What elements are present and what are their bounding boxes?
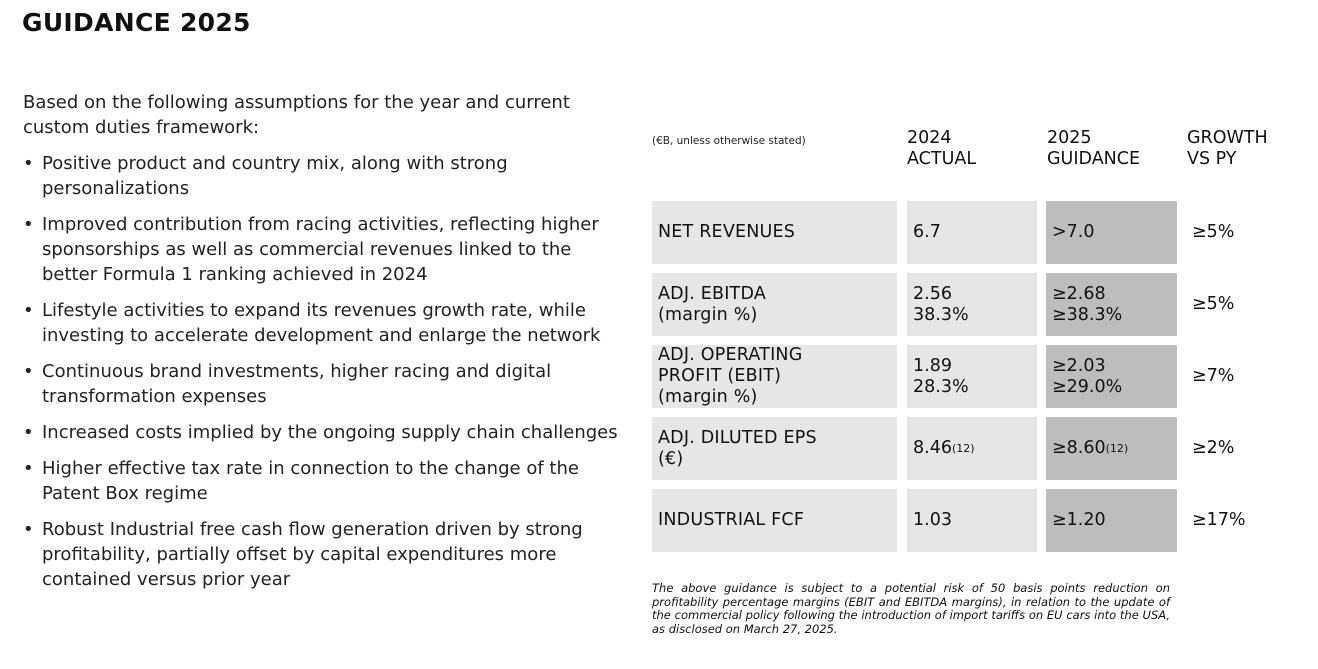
list-item: • Lifestyle activities to expand its revenues growth rate, while investing to accelerate development and enlarge the network	[23, 300, 601, 346]
growth-value: ≥5%	[1192, 222, 1235, 242]
bullet-icon: •	[23, 422, 34, 443]
list-item: • Continuous brand investments, higher racing and digital transformation expenses	[23, 361, 552, 407]
row-label: NET REVENUES	[652, 201, 897, 264]
actual-value: 8.46 (12)	[907, 417, 1037, 480]
row-label: INDUSTRIAL FCF	[652, 489, 897, 552]
bullet-icon: •	[23, 361, 34, 382]
guidance-footnote: The above guidance is subject to a potential risk of 50 basis points reduction on profitability percentage margins (EBIT and EBITDA margins), in relation to the update of the commercial policy following the introduction of import tariffs on EU cars into the USA, as disclosed on March 27, 2025.	[652, 581, 1170, 636]
bullet-icon: •	[23, 153, 34, 174]
table-row	[652, 201, 1312, 264]
list-item: • Higher effective tax rate in connection to the change of the Patent Box regime	[23, 458, 579, 504]
actual-value: 2.56 38.3%	[907, 273, 1037, 336]
col-header-growth: GROWTH VS PY	[1187, 128, 1268, 169]
row-label: ADJ. OPERATING PROFIT (EBIT) (margin %)	[652, 345, 897, 408]
actual-value: 1.03	[907, 489, 1037, 552]
table-row	[652, 273, 1312, 336]
bullet-icon: •	[23, 519, 34, 540]
col-header-guidance: 2025 GUIDANCE	[1047, 128, 1141, 169]
growth-value: ≥2%	[1192, 438, 1235, 458]
bullet-icon: •	[23, 458, 34, 479]
table-unit-note: (€B, unless otherwise stated)	[652, 135, 806, 147]
list-item: • Improved contribution from racing activities, reflecting higher sponsorships as well as commercial revenues linked to the better Formula 1 ranking achieved in 2024	[23, 214, 599, 285]
guidance-value: ≥1.20	[1046, 489, 1177, 552]
table-row	[652, 489, 1312, 552]
table-row	[652, 417, 1312, 480]
footnote-ref: (12)	[1105, 442, 1129, 455]
footnote-ref: (12)	[951, 442, 975, 455]
row-label: ADJ. EBITDA (margin %)	[652, 273, 897, 336]
table-row	[652, 345, 1312, 408]
bullet-icon: •	[23, 214, 34, 235]
growth-value: ≥5%	[1192, 294, 1235, 314]
intro-text: Based on the following assumptions for the year and current custom duties framework:	[23, 92, 570, 138]
page-title: GUIDANCE 2025	[22, 8, 251, 37]
guidance-value: >7.0	[1046, 201, 1177, 264]
list-item: • Increased costs implied by the ongoing supply chain challenges	[23, 422, 618, 443]
actual-value: 6.7	[907, 201, 1037, 264]
guidance-value: ≥2.68 ≥38.3%	[1046, 273, 1177, 336]
bullet-icon: •	[23, 300, 34, 321]
growth-value: ≥7%	[1192, 366, 1235, 386]
list-item: • Robust Industrial free cash flow generation driven by strong profitability, partially offset by capital expenditures more contained versus prior year	[23, 519, 583, 590]
col-header-actual: 2024 ACTUAL	[907, 128, 977, 169]
growth-value: ≥17%	[1192, 510, 1246, 530]
row-label: ADJ. DILUTED EPS (€)	[652, 417, 897, 480]
assumptions-list	[23, 151, 623, 603]
actual-value: 1.89 28.3%	[907, 345, 1037, 408]
guidance-value: ≥8.60 (12)	[1046, 417, 1177, 480]
guidance-value: ≥2.03 ≥29.0%	[1046, 345, 1177, 408]
list-item: • Positive product and country mix, along with strong personalizations	[23, 153, 508, 199]
